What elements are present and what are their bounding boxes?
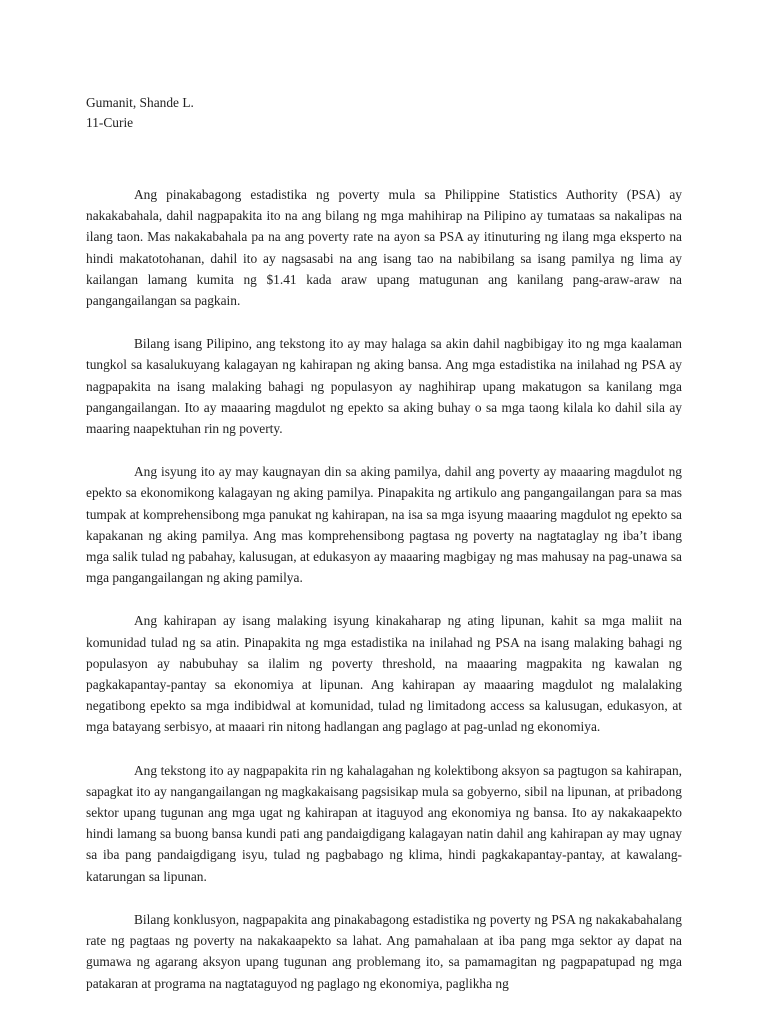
paragraph-2: Bilang isang Pilipino, ang tekstong ito ay may halaga sa akin dahil nagbibigay ito ng mga kaalaman tungkol sa kasalukuyang kalagayan ng kahirapan ng aking bansa. Ang mga estadistika na inilahad ng PSA ay nagpapakita na isang malaking bahagi ng populasyon ay naghihirap upang makatugon sa kanilang mga pangangailangan. Ito ay maaaring magdulot ng epekto sa aking buhay o sa mga taong kilala ko dahil sila ay maaring naapektuhan rin ng poverty.	[86, 336, 682, 437]
document-header	[86, 93, 194, 133]
paragraph-5: Ang tekstong ito ay nagpapakita rin ng kahalagahan ng kolektibong aksyon sa pagtugon sa kahirapan, sapagkat ito ay nangangailangan ng magkakaisang pagsisikap mula sa gobyerno, sibil na lipunan, at pribadong sektor upang tugunan ang mga ugat ng kahirapan at itaguyod ang ekonomiya ng bansa. Ito ay nakakaapekto hindi lamang sa buong bansa kundi pati ang pandaigdigang kalagayan natin dahil ang kahirapan ay may ugnay sa iba pang pandaigdigang isyu, tulad ng pagbabago ng klima, hindi pagkakapantay-pantay, at kawalang-katarungan sa lipunan.	[86, 762, 682, 884]
author-name: Gumanit, Shande L.	[86, 95, 194, 110]
author-section: 11-Curie	[86, 115, 134, 130]
paragraph-3: Ang isyung ito ay may kaugnayan din sa aking pamilya, dahil ang poverty ay maaaring magdulot ng epekto sa ekonomikong kalagayan ng aking pamilya. Pinapakita ng artikulo ang pangangailangan para sa mas tumpak at komprehensibong mga panukat ng kahirapan, na isa sa mga isyung maaaring magdulot ng epekto sa kapakanan ng aking pamilya. Ang mas komprehensibong pagtasa ng poverty na nagtataglay ng iba’t ibang mga salik tulad ng pabahay, kalusugan, at edukasyon ay maaaring magbigay ng mas mahusay na pag-unawa sa mga pangangailangan ng aking pamilya.	[86, 464, 682, 586]
paragraph-4: Ang kahirapan ay isang malaking isyung kinakaharap ng ating lipunan, kahit sa mga maliit na komunidad tulad ng sa atin. Pinapakita ng mga estadistika na inilahad ng PSA na isang malaking bahagi ng populasyon ay nabubuhay sa ilalim ng poverty threshold, na maaaring magpakita ng kawalan ng pagkakapantay-pantay sa ekonomiya at lipunan. Ang kahirapan ay maaaring magdulot ng malalaking negatibong epekto sa mga indibidwal at komunidad, tulad ng limitadong access sa kalusugan, edukasyon, at mga batayang serbisyo, at maaari rin nitong hadlangan ang paglago at pag-unlad ng ekonomiya.	[86, 613, 682, 735]
paragraph-1: Ang pinakabagong estadistika ng poverty mula sa Philippine Statistics Authority (PSA) ay nakakabahala, dahil nagpapakita ito na ang bilang ng mga mahihirap na Pilipino ay tumataas sa nakalipas na ilang taon. Mas nakakabahala pa na ang poverty rate na ayon sa PSA ay itinuturing ng ilang mga eksperto na hindi makatotohanan, dahil ito ay nagsasabi na ang isang tao na nabibilang sa isang pamilya ng lima ay kailangan lamang kumita ng $1.41 kada araw upang matugunan ang kanilang pang-araw-araw na pangangailangan sa pagkain.	[86, 187, 682, 309]
document-body	[86, 184, 682, 1016]
paragraph-6: Bilang konklusyon, nagpapakita ang pinakabagong estadistika ng poverty ng PSA ng nakakabahalang rate ng pagtaas ng poverty na nakakaapekto sa lahat. Ang pamahalaan at iba pang mga sektor ay dapat na gumawa ng agarang aksyon upang tugunan ang problemang ito, sa pamamagitan ng pagpapatupad ng mga patakaran at programa na nagtataguyod ng paglago ng ekonomiya, paglikha ng	[86, 911, 682, 991]
